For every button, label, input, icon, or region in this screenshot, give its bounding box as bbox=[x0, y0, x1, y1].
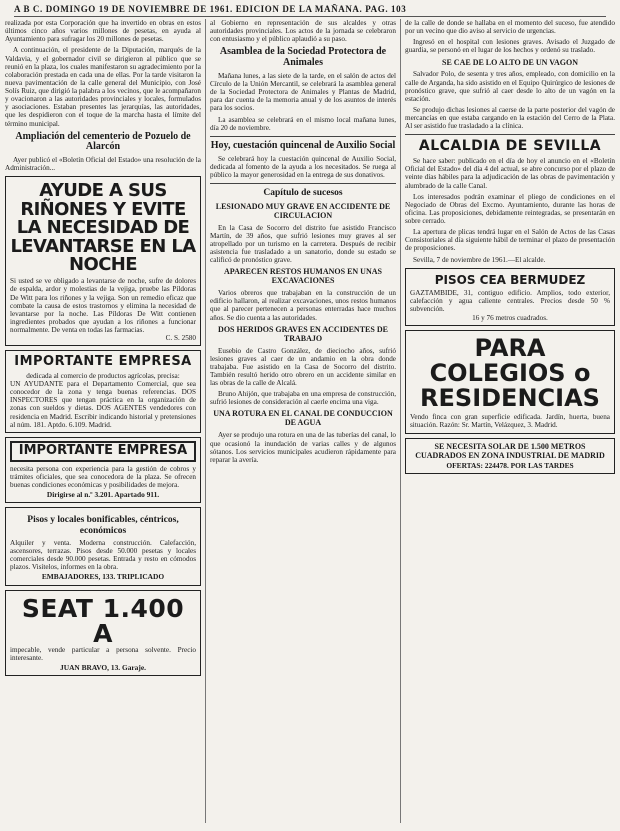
headline-human-remains: APARECEN RESTOS HUMANOS EN UNAS EXCAVACIONES bbox=[224, 267, 382, 286]
column-middle bbox=[210, 19, 396, 825]
article-text: Se hace saber: publicado en el día de hoy el anuncio en el «Boletín Oficial del Estado» del día 4 del actual, se abre concurso por el plazo de veinte días hábiles para la adjudicación de las obras de pavimentación y alumbrado de la calle Canal. bbox=[405, 157, 615, 190]
ad-title: Pisos y locales bonificables, céntricos, económicos bbox=[27, 515, 179, 536]
ad-title: SEAT 1.400 A bbox=[21, 593, 185, 648]
ad-text: impecable, vende particular a persona solvente. Precio interesante. bbox=[10, 645, 196, 662]
headline-cemetery: Ampliación del cementerio de Pozuelo de Alarcón bbox=[15, 130, 191, 153]
ad-text: necesita persona con experiencia para la gestión de cobros y trámites oficiales, que sea conocedora de la plaza. Se ofrecen buenas condiciones económicas y posibilidades de mejora. bbox=[10, 464, 196, 489]
ad-solar bbox=[405, 438, 615, 475]
ad-para-colegios bbox=[405, 330, 615, 434]
ad-address: JUAN BRAVO, 13. Garaje. bbox=[60, 662, 146, 672]
ad-title: SE NECESITA SOLAR DE 1.500 METROS CUADRADOS EN ZONA INDUSTRIAL DE MADRID bbox=[415, 441, 605, 460]
ad-code: C. S. 2580 bbox=[165, 334, 196, 343]
article-text: realizada por esta Corporación que ha invertido en obras en estos últimos cinco años varios millones de pesetas, en ayuda al Ayuntamiento para sufragar los 20 millones de pesetas. bbox=[5, 19, 201, 44]
ad-title: IMPORTANTE EMPRESA bbox=[14, 354, 192, 370]
ad-foot: 16 y 76 metros cuadrados. bbox=[472, 313, 548, 322]
ad-subtitle: dedicada al comercio de productos agrícolas, precisa: bbox=[26, 371, 180, 380]
article-text: Ayer publicó el «Boletín Oficial del Estado» una resolución de la Administración... bbox=[5, 156, 201, 173]
ad-text: UN AYUDANTE para el Departamento Comercial, que sea conocedor de la zona y tenga buenas referencias. DOS INSPECTORES que tengan práctica en la organización de zonas con sueldos y dietas. DOS AGENTES vendedores con residencia en Madrid. Escribir indicando historial y pretensiones al núm. 181. Aptdo. 6.109. Madrid. bbox=[10, 380, 196, 429]
article-text: al Gobierno en representación de sus alcaldes y otras autoridades provinciales. Los actos de la jornada se celebraron con entusiasmo y el público aplaudió a su paso. bbox=[210, 19, 396, 44]
article-text: En la Casa de Socorro del distrito fue asistido Francisco Martín, de 39 años, que sufrió lesiones muy graves al ser atropellado por un turismo en la carretera. Después de recibir asistencia fue trasladado a un sanatorio, donde su estado se calificó de pronóstico grave. bbox=[210, 223, 396, 265]
article-text: Los interesados podrán examinar el pliego de condiciones en el Negociado de Obras del Excmo. Ayuntamiento, durante las horas de oficina. Las proposiciones, debidamente reintegradas, se presentarán en sobre cerrado. bbox=[405, 192, 615, 226]
page-header: A B C. DOMINGO 19 DE NOVIEMBRE DE 1961. EDICION DE LA MAÑANA. PAG. 103 bbox=[14, 4, 606, 17]
article-text: Varios obreros que trabajaban en la construcción de un edificio hallaron, al realizar excavaciones, unos restos humanos que al parecer pertenecen a personas enterradas hace muchos años. Se dio cuenta a las autoridades. bbox=[210, 289, 396, 322]
ad-seat-car bbox=[5, 590, 201, 677]
column-rule bbox=[400, 19, 401, 823]
ad-company-1 bbox=[5, 350, 201, 433]
article-text: Se celebrará hoy la cuestación quincenal de Auxilio Social, dedicada al fomento de la ayuda a los necesitados. Se ruega al público la mayor generosidad en la entrega de sus donativos. bbox=[210, 154, 396, 179]
headline-traffic-accident: LESIONADO MUY GRAVE EN ACCIDENTE DE CIRCULACION bbox=[215, 201, 391, 220]
ad-kidney-pills bbox=[5, 176, 201, 346]
ad-text: GAZTAMBIDE, 31, contiguo edificio. Amplios, todo exterior, calefacción y agua caliente centrales. Precios desde 50 % subvención. bbox=[410, 289, 610, 314]
ad-flats bbox=[5, 507, 201, 585]
ad-contact: Dirigirse al n.º 3.201. Apartado 911. bbox=[46, 489, 160, 499]
article-text: A continuación, el presidente de la Diputación, marqués de la Valdavia, y el gobernador civil se dirigieron al público que se reunió en la plaza, los cuales manifestaron su agradecimiento por la colaboración prestada en cada una de ellas. Por la tarde visitaron la nueva pavimentación de la calle general del Municipio, con José Solís Ruiz, que dirigió la palabra a los vecinos, que le acompañaron y ovacionaron a las autoridades provinciales y locales, formulados y asociaciones. Estaban presentes las jerarquías, las autoridades, que les despidieron con el toque de la marcha hasta el límite del término municipal. bbox=[5, 46, 201, 128]
ad-company-2 bbox=[5, 437, 201, 503]
article-text: Se produjo dichas lesiones al caerse de la parte posterior del vagón de mercancías en que estaba cargando en la estación del Cerro de la Plata. Al ser asistido fue trasladado a la clínica. bbox=[405, 105, 615, 131]
ad-title: AYUDE A SUS RIÑONES Y EVITE LA NECESIDAD DE LEVANTARSE EN LA NOCHE bbox=[10, 180, 196, 275]
article-text: La apertura de plicas tendrá lugar en el Salón de Actos de las Casas Consistoriales al día siguiente hábil de terminar el plazo de presentación de proposiciones. bbox=[405, 228, 615, 253]
ad-pisos-cea-bermudez bbox=[405, 268, 615, 326]
column-right bbox=[405, 19, 615, 825]
divider bbox=[210, 136, 396, 137]
article-text: Salvador Polo, de sesenta y tres años, empleado, con domicilio en la calle de Arganda, ha sido asistido en el Equipo Quirúrgico de lesiones de pronóstico grave, que sufrió al caer desde lo alto de un vagón en la estación. bbox=[405, 70, 615, 103]
column-left bbox=[5, 19, 201, 825]
ad-title: PARA COLEGIOS o RESIDENCIAS bbox=[420, 333, 600, 413]
ad-address: EMBAJADORES, 133. TRIPLICADO bbox=[41, 572, 165, 582]
divider bbox=[210, 183, 396, 184]
article-text: Eusebio de Castro González, de dieciocho años, sufrió lesiones graves al caer de un andamio en la obra donde trabajaba. Fue asistido en la Casa de Socorro del distrito. También resultó herido otro obrero en un accidente similar en las obras de la calle de Alcalá. bbox=[210, 346, 396, 388]
article-text: La asamblea se celebrará en el mismo local mañana lunes, día 20 de noviembre. bbox=[210, 115, 396, 132]
signature-line: Sevilla, 7 de noviembre de 1961.—El alcalde. bbox=[413, 255, 546, 264]
article-text: Ingresó en el hospital con lesiones graves. Avisado el Juzgado de guardia, se personó en el lugar de los hechos y ordenó su traslado. bbox=[405, 38, 615, 55]
ad-title: PISOS CEA BERMUDEZ bbox=[434, 272, 586, 287]
headline-work-accidents: DOS HERIDOS GRAVES EN ACCIDENTES DE TRABAJO bbox=[218, 324, 388, 343]
headline-wagon-fall: SE CAE DE LO ALTO DE UN VAGON bbox=[442, 57, 578, 67]
headline-seville-council: ALCALDIA DE SEVILLA bbox=[418, 138, 602, 155]
ad-contact: OFERTAS: 224478. POR LAS TARDES bbox=[446, 460, 574, 470]
headline-social-aid: Hoy, cuestación quincenal de Auxilio Social bbox=[210, 139, 396, 151]
article-text: Bruno Ahijón, que trabajaba en una empresa de construcción, sufrió lesiones de consideración al caerle encima una viga. bbox=[210, 390, 396, 407]
ad-text: Alquiler y venta. Moderna construcción. Calefacción, ascensores, terrazas. Pisos desde 50.000 pesetas y locales comerciales desde 90.000 pesetas. Entrada y resto en cómodos plazos. Visítelos, informes en la obra. bbox=[10, 538, 196, 572]
article-text: Ayer se produjo una rotura en una de las tuberías del canal, lo que ocasionó la inundación de varias calles y de algunos sótanos. Los servicios municipales acudieron rápidamente para reparar la avería. bbox=[210, 431, 396, 464]
ad-text: Si usted se ve obligado a levantarse de noche, sufre de dolores de espalda, ardor y molestias de la vejiga, pruebe las Píldoras De Witt para los riñones y la vejiga. Son un remedio eficaz que combate la causa de estos trastornos y elimina la necesidad de levantarse por la noche. Las Píldoras De Witt contienen ingredientes probados que ayudan a los riñones a funcionar normalmente. De venta en todas las farmacias. bbox=[10, 277, 196, 335]
ad-title: IMPORTANTE EMPRESA bbox=[10, 441, 196, 462]
headline-water-canal: UNA ROTURA EN EL CANAL DE CONDUCCION DE AGUA bbox=[213, 409, 393, 428]
ad-text: Vendo finca con gran superficie edificada. Jardín, huerta, buena situación. Razón: Sr. Martín, Velázquez, 3. Madrid. bbox=[410, 413, 610, 430]
article-text: Mañana lunes, a las siete de la tarde, en el salón de actos del Círculo de la Unión Mercantil, se celebrará la asamblea general de la Sociedad Protectora de Animales y Plantas de Madrid, para dar cuenta de la memoria anual y de los asuntos de interés para los socios. bbox=[210, 71, 396, 113]
column-rule bbox=[205, 19, 206, 823]
headline-animal-society: Asamblea de la Sociedad Protectora de Animales bbox=[219, 46, 387, 69]
divider bbox=[405, 134, 615, 135]
article-text: de la calle de donde se hallaba en el momento del suceso, fue atendido por un vecino que dio aviso al servicio de urgencias. bbox=[405, 19, 615, 36]
section-heading-events: Capítulo de sucesos bbox=[263, 188, 343, 199]
